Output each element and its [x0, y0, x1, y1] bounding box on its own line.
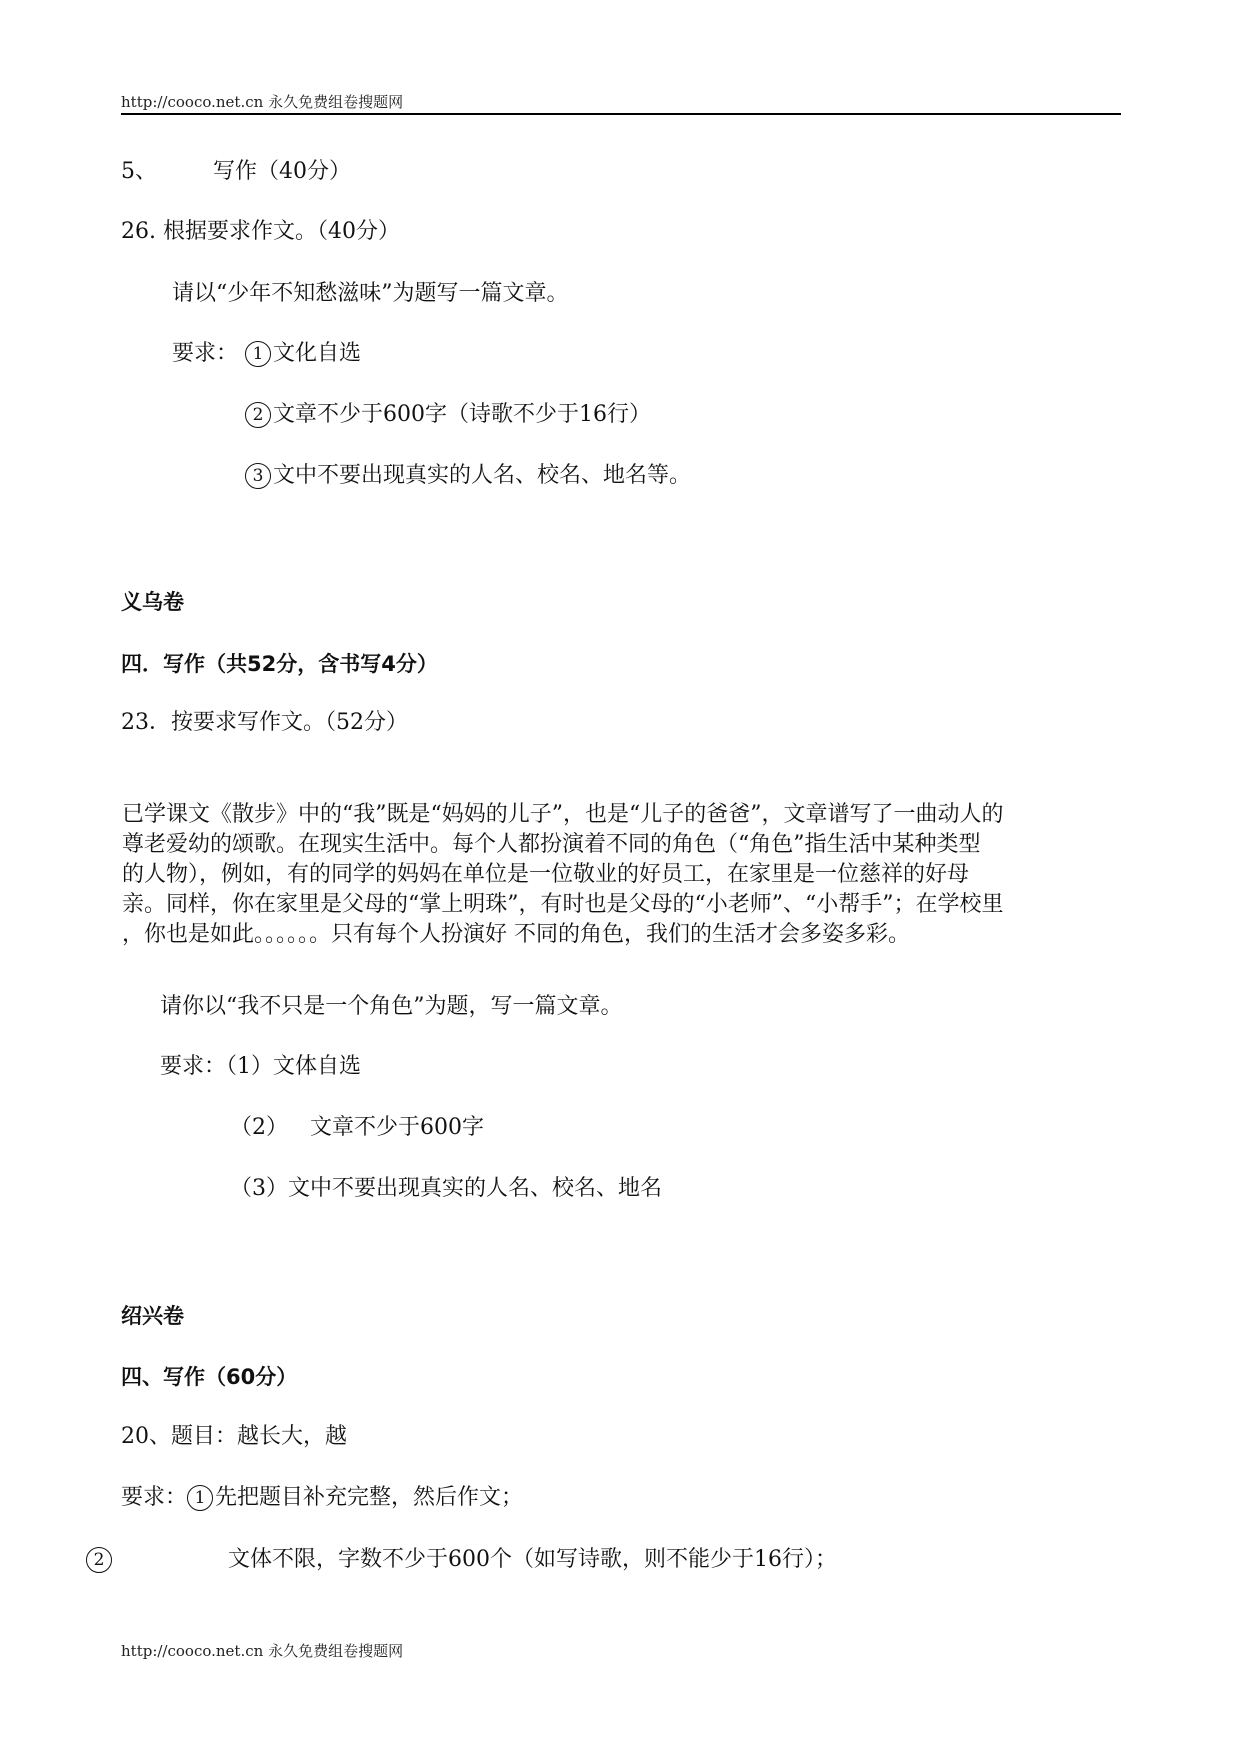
section1-requirement-3 [245, 461, 691, 491]
section1-requirement-1 [172, 339, 361, 369]
header-site-name: 永久免费组卷搜题网 [268, 93, 404, 111]
section3-question: 20、题目：越长大，越 [121, 1424, 347, 1449]
circled-number: 3 [245, 463, 271, 489]
section2-requirement-1: 要求：（1）文体自选 [160, 1054, 361, 1079]
requirement-text: 文章不少于600字 [310, 1115, 484, 1140]
section3-heading: 四、写作（60分） [121, 1365, 298, 1389]
section1-question: 26. 根据要求作文。（40分） [121, 219, 400, 244]
section2-question: 23．按要求写作文。（52分） [121, 710, 408, 735]
header-rule [121, 113, 1121, 115]
section3-requirement-1 [121, 1483, 523, 1513]
section2-passage [122, 800, 1122, 950]
section2-prompt: 请你以“我不只是一个角色”为题，写一篇文章。 [160, 994, 623, 1019]
requirement-label: 要求： [121, 1485, 188, 1510]
header-url: http://cooco.net.cn [121, 93, 264, 111]
section1-requirement-2 [245, 400, 651, 430]
passage-line: 尊老爱幼的颂歌。在现实生活中。每个人都扮演着不同的角色（“角色”指生活中某种类型 [122, 832, 981, 857]
circled-number: 1 [245, 341, 271, 367]
section1-prompt: 请以“少年不知愁滋味”为题写一篇文章。 [172, 281, 569, 306]
passage-line: ，你也是如此。。。。。。只有每个人扮演好 不同的角色，我们的生活才会多姿多彩。 [122, 922, 910, 947]
circled-number: 2 [86, 1547, 112, 1573]
requirement-label: 要求： [172, 341, 239, 366]
requirement-text: 文章不少于600字（诗歌不少于16行） [273, 402, 651, 427]
section1-heading [121, 157, 351, 187]
passage-line: 亲。同样，你在家里是父母的“掌上明珠”，有时也是父母的“小老师”、“小帮手”；在学校里 [122, 892, 1004, 917]
section3-requirement-2 [86, 1545, 837, 1575]
footer-site-name: 永久免费组卷搜题网 [268, 1642, 404, 1660]
section2-title: 义乌卷 [121, 590, 184, 614]
section1-heading-text: 写作（40分） [213, 159, 351, 184]
footer-url: http://cooco.net.cn [121, 1642, 264, 1660]
section3-title: 绍兴卷 [121, 1304, 184, 1328]
circled-number: 1 [187, 1485, 213, 1511]
requirement-text: 文化自选 [273, 341, 362, 366]
requirement-text: 先把题目补充完整，然后作文； [215, 1485, 524, 1510]
page-footer [121, 1640, 403, 1661]
passage-line: 已学课文《散步》中的“我”既是“妈妈的儿子”，也是“儿子的爸爸”，文章谱写了一曲动人的 [122, 802, 1004, 827]
section1-heading-number: 5、 [121, 159, 157, 184]
section2-requirement-3: （3）文中不要出现真实的人名、校名、地名 [230, 1176, 662, 1201]
page-header [121, 91, 403, 112]
passage-line: 的人物），例如，有的同学的妈妈在单位是一位敬业的好员工，在家里是一位慈祥的好母 [122, 862, 970, 887]
section2-requirement-2 [230, 1113, 484, 1143]
requirement-text: 文体不限，字数不少于600个（如写诗歌，则不能少于16行）； [228, 1547, 837, 1572]
requirement-text: 文中不要出现真实的人名、校名、地名等。 [273, 463, 692, 488]
requirement-number: （2） [230, 1115, 288, 1140]
section2-heading: 四．写作（共52分，含书写4分） [121, 652, 438, 676]
circled-number: 2 [245, 402, 271, 428]
